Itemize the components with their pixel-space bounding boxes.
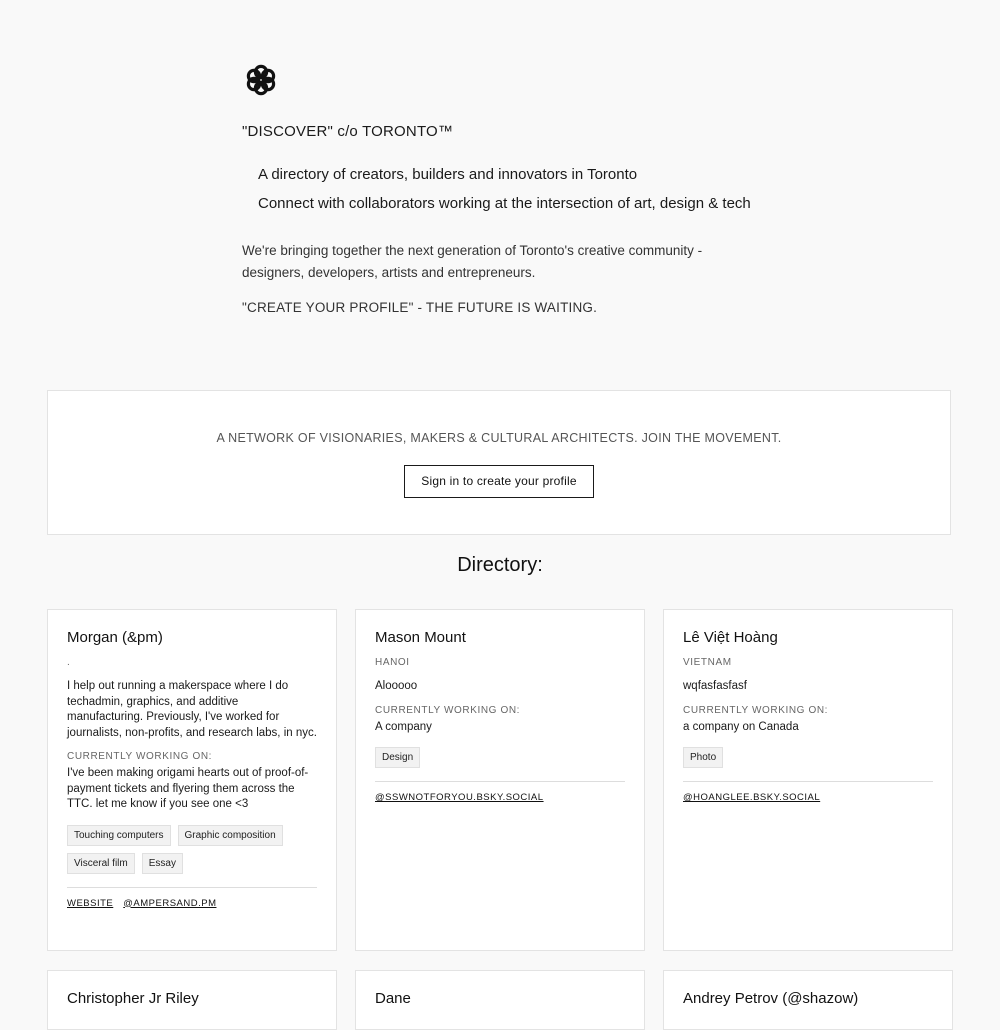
profile-links xyxy=(683,792,933,803)
tagline xyxy=(258,160,802,218)
profile-bio: I help out running a makerspace where I do techadmin, graphics, and additive manufacturing. Previously, I've worked for journalists, non-profits, and research labs, in nyc. xyxy=(67,680,317,739)
working-on-label: CURRENTLY WORKING ON: xyxy=(67,751,213,762)
working-on-label: CURRENTLY WORKING ON: xyxy=(683,704,829,716)
profile-links xyxy=(67,898,317,909)
profile-name: Andrey Petrov (@shazow) xyxy=(683,990,859,1007)
website-link[interactable]: WEBSITE xyxy=(67,897,114,909)
profile-bio: Alooooo xyxy=(375,680,418,692)
tag-list xyxy=(67,825,317,874)
tag[interactable]: Photo xyxy=(683,747,723,768)
profile-card xyxy=(663,609,953,951)
divider xyxy=(683,781,933,782)
profile-name: Lê Việt Hoàng xyxy=(683,629,778,646)
social-link[interactable]: @AMPERSAND.PM xyxy=(123,897,217,909)
tag-list xyxy=(683,747,933,768)
tagline-line-2: Connect with collaborators working at the intersection of art, design & tech xyxy=(258,195,751,212)
working-on-text: A company xyxy=(375,720,432,733)
profile-name: Christopher Jr Riley xyxy=(67,990,199,1007)
profile-card xyxy=(47,970,337,1030)
profile-card xyxy=(47,609,337,951)
tag[interactable]: Design xyxy=(375,747,420,768)
tag-list xyxy=(375,747,625,768)
profile-location: . xyxy=(67,657,71,668)
tagline-line-1: A directory of creators, builders and innovators in Toronto xyxy=(258,166,638,183)
social-link[interactable]: @HOANGLEE.BSKY.SOCIAL xyxy=(683,792,821,803)
flower-logo-icon xyxy=(243,62,279,98)
join-text: A NETWORK OF VISIONARIES, MAKERS & CULTURAL ARCHITECTS. JOIN THE MOVEMENT. xyxy=(216,431,782,445)
sign-in-button[interactable]: Sign in to create your profile xyxy=(404,465,593,498)
tag[interactable]: Touching computers xyxy=(67,825,171,846)
profile-bio: wqfasfasfasf xyxy=(683,680,747,692)
social-link[interactable]: @SSWNOTFORYOU.BSKY.SOCIAL xyxy=(375,792,544,803)
profile-card xyxy=(355,970,645,1030)
profile-location: VIETNAM xyxy=(683,657,732,668)
profile-name: Dane xyxy=(375,990,411,1007)
profile-card xyxy=(355,609,645,951)
working-on-label: CURRENTLY WORKING ON: xyxy=(375,704,521,716)
profile-location: HANOI xyxy=(375,657,410,668)
cta-text: "CREATE YOUR PROFILE" - THE FUTURE IS WAITING. xyxy=(242,300,598,315)
divider xyxy=(67,887,317,888)
tag[interactable]: Graphic composition xyxy=(178,825,283,846)
divider xyxy=(375,781,625,782)
directory-title: Directory: xyxy=(457,554,543,576)
working-on-text: I've been making origami hearts out of proof-of-payment tickets and flyering them across the TTC. let me know if you see one <3 xyxy=(67,767,309,810)
brand-title: "DISCOVER" c/o TORONTO™ xyxy=(242,123,454,140)
profile-name: Mason Mount xyxy=(375,629,466,646)
working-on-text: a company on Canada xyxy=(683,720,799,733)
tag[interactable]: Visceral film xyxy=(67,853,135,874)
profile-name: Morgan (&pm) xyxy=(67,629,163,646)
tag[interactable]: Essay xyxy=(142,853,183,874)
intro-text: We're bringing together the next generation of Toronto's creative community - designers, developers, artists and entrepreneurs. xyxy=(242,243,703,280)
join-panel xyxy=(47,390,951,535)
hero-section xyxy=(242,62,802,315)
profile-links xyxy=(375,792,625,803)
profile-card xyxy=(663,970,953,1030)
